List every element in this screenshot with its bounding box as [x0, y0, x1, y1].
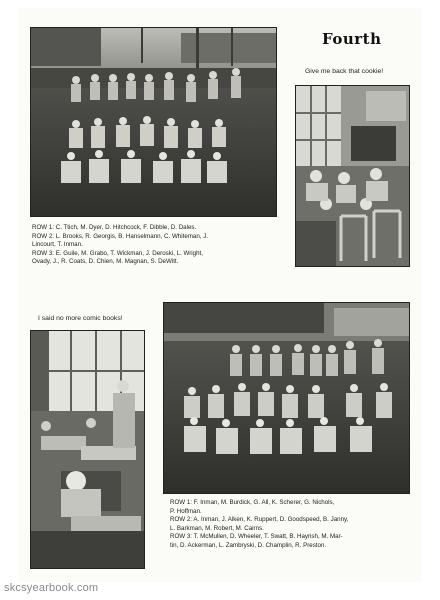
page-heading: Fourth — [322, 30, 382, 48]
roster-line: Ovady, J., R. Coats, D. Chien, M. Magnan, S. DeWitt. — [32, 258, 179, 266]
photo-caption-cookie: Give me back that cookie! — [305, 68, 384, 75]
class-roster-top — [32, 224, 282, 267]
site-watermark: skcsyearbook.com — [4, 582, 99, 594]
class-photo-bottom — [163, 302, 410, 494]
classroom-photo-comic — [30, 330, 145, 569]
roster-line: ROW 2: L. Brooks, R. Georgis, B. Hanselmann, C. Whiteman, J. — [32, 232, 209, 240]
classroom-photo-cookie — [295, 85, 410, 267]
roster-line: tin, D. Ackerman, L. Zambryski, D. Champlin, R. Preston. — [170, 541, 327, 549]
roster-line: L. Barkman, M. Robert, M. Cairns. — [170, 524, 264, 532]
roster-line: ROW 3: T. McMullen, D. Wheeler, T. Swatt, B. Hayrish, M. Mar- — [170, 533, 343, 541]
photo-caption-comic: I said no more comic books! — [38, 315, 123, 322]
class-photo-top — [30, 27, 277, 217]
roster-line: ROW 2: A. Inman, J. Alken, K. Ruppert, D. Goodspeed, B. Janny, — [170, 516, 349, 524]
roster-line: ROW 1: F. Inman, M. Burdick, G. All, K. Scherer, G. Nichols, — [170, 499, 335, 506]
roster-line: P. Hoffman. — [170, 507, 202, 515]
roster-line: ROW 3: E. Guile, M. Grabo, T. Wickman, J. Deroski, L. Wright, — [32, 249, 203, 257]
roster-line: ROW 1: C. Ttich, M. Dyer, D. Hitchcock, F. Dibble, D. Dales. — [32, 224, 197, 231]
roster-line: Lincourt, T. Inman. — [32, 241, 83, 249]
class-roster-bottom — [170, 499, 410, 551]
